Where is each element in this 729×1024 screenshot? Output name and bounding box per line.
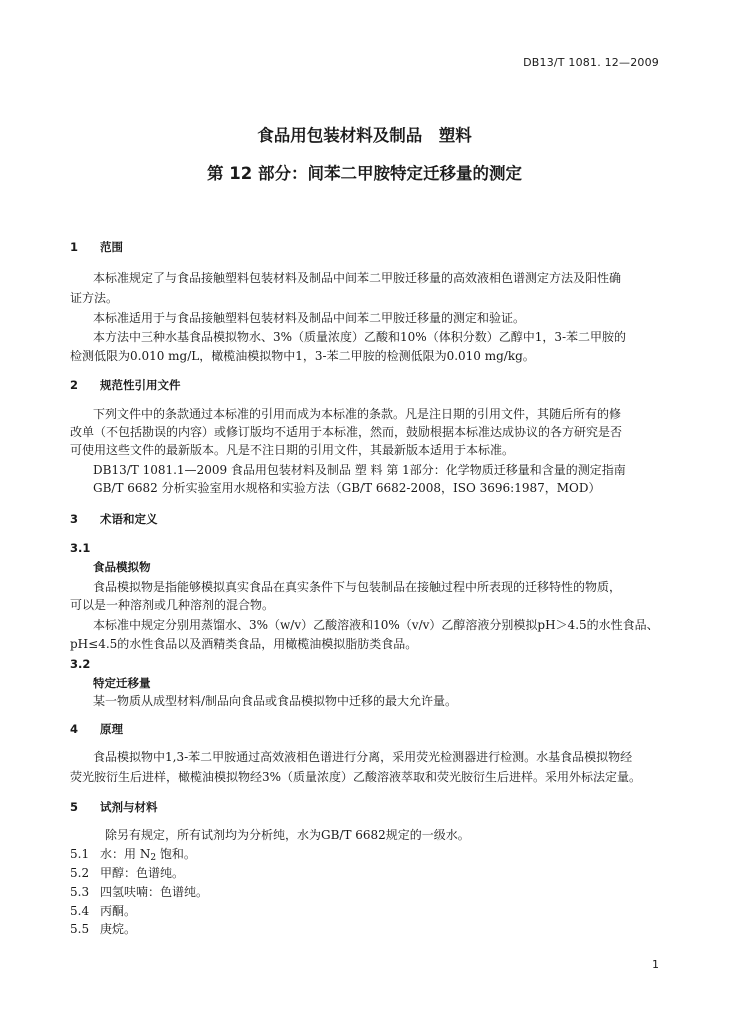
section-3-heading bbox=[70, 512, 158, 526]
section-4-heading bbox=[70, 722, 123, 736]
item-text: 丙酮。 bbox=[100, 904, 137, 918]
list-item bbox=[70, 847, 196, 865]
paragraph-line: 食品模拟物中1,3-苯二甲胺通过高效液相色谱进行分离，采用荧光检测器进行检测。水基食品模拟物经 bbox=[93, 750, 633, 764]
list-item bbox=[70, 866, 184, 880]
item-number: 5.2 bbox=[70, 866, 90, 880]
list-item bbox=[70, 922, 136, 936]
document-title-line1: 食品用包装材料及制品 塑料 bbox=[257, 126, 472, 145]
paragraph-line: 检测低限为0.010 mg/L，橄榄油模拟物中1，3-苯二甲胺的检测低限为0.010 mg/kg。 bbox=[70, 349, 535, 363]
paragraph-line: 本标准规定了与食品接触塑料包装材料及制品中间苯二甲胺迁移量的高效液相色谱测定方法及阳性确 bbox=[93, 271, 622, 285]
list-item bbox=[70, 885, 208, 899]
subscript: 2 bbox=[150, 853, 157, 863]
item-text: 水：用 N bbox=[100, 847, 151, 861]
paragraph-line: 本标准中规定分别用蒸馏水、3%（w/v）乙酸溶液和10%（v/v）乙醇溶液分别模拟pH＞4.5的水性食品、 bbox=[93, 618, 659, 632]
definition-term: 食品模拟物 bbox=[93, 560, 151, 574]
section-title: 范围 bbox=[100, 240, 123, 254]
definition-term: 特定迁移量 bbox=[93, 676, 151, 690]
item-number: 5.3 bbox=[70, 885, 90, 899]
item-number: 5.1 bbox=[70, 847, 90, 861]
standard-code: DB13/T 1081. 12—2009 bbox=[523, 56, 659, 69]
paragraph-line: 某一物质从成型材料/制品向食品或食品模拟物中迁移的最大允许量。 bbox=[93, 694, 458, 708]
page-number: 1 bbox=[652, 958, 659, 971]
item-text: 四氢呋喃：色谱纯。 bbox=[100, 885, 209, 899]
paragraph-line: pH≤4.5的水性食品以及酒精类食品，用橄榄油模拟脂肪类食品。 bbox=[70, 637, 418, 651]
section-title: 试剂与材料 bbox=[100, 800, 158, 814]
section-5-heading bbox=[70, 800, 158, 814]
paragraph-line: 除另有规定，所有试剂均为分析纯，水为GB/T 6682规定的一级水。 bbox=[105, 828, 470, 842]
section-1-heading bbox=[70, 240, 123, 254]
item-number: 5.4 bbox=[70, 904, 90, 918]
paragraph-line: 荧光胺衍生后进样，橄榄油模拟物经3%（质量浓度）乙酸溶液萃取和荧光胺衍生后进样。采用外标法定量。 bbox=[70, 770, 642, 784]
list-item bbox=[70, 904, 136, 918]
paragraph-line: 本标准适用于与食品接触塑料包装材料及制品中间苯二甲胺迁移量的测定和验证。 bbox=[93, 311, 526, 325]
item-text: 饱和。 bbox=[156, 847, 196, 861]
section-title: 规范性引用文件 bbox=[100, 378, 181, 392]
paragraph-line: 可以是一种溶剂或几种溶剂的混合物。 bbox=[70, 598, 275, 612]
paragraph-line: 证方法。 bbox=[70, 291, 119, 305]
definition-number: 3.2 bbox=[70, 657, 91, 671]
reference-entry: DB13/T 1081.1—2009 食品用包装材料及制品 塑 料 第 1部分：化学物质迁移量和含量的测定指南 bbox=[93, 463, 626, 477]
item-text: 甲醇：色谱纯。 bbox=[100, 866, 185, 880]
section-title: 术语和定义 bbox=[100, 512, 158, 526]
item-number: 5.5 bbox=[70, 922, 90, 936]
section-number: 1 bbox=[70, 240, 79, 254]
section-2-heading bbox=[70, 378, 181, 392]
paragraph-line: 食品模拟物是指能够模拟真实食品在真实条件下与包装制品在接触过程中所表现的迁移特性的物质， bbox=[93, 580, 622, 594]
paragraph-line: 改单（不包括勘误的内容）或修订版均不适用于本标准，然而，鼓励根据本标准达成协议的各方研究是否 bbox=[70, 425, 623, 439]
section-number: 2 bbox=[70, 378, 79, 392]
reference-entry: GB/T 6682 分析实验室用水规格和实验方法（GB/T 6682-2008，ISO 3696:1987，MOD） bbox=[93, 481, 601, 495]
section-number: 4 bbox=[70, 722, 79, 736]
paragraph-line: 本方法中三种水基食品模拟物水、3%（质量浓度）乙酸和10%（体积分数）乙醇中1，3-苯二甲胺的 bbox=[93, 330, 627, 344]
paragraph-line: 可使用这些文件的最新版本。凡是不注日期的引用文件，其最新版本适用于本标准。 bbox=[70, 443, 515, 457]
definition-number: 3.1 bbox=[70, 541, 91, 555]
section-number: 3 bbox=[70, 512, 79, 526]
section-title: 原理 bbox=[100, 722, 123, 736]
section-number: 5 bbox=[70, 800, 79, 814]
document-title-line2: 第 12 部分：间苯二甲胺特定迁移量的测定 bbox=[207, 164, 522, 183]
paragraph-line: 下列文件中的条款通过本标准的引用而成为本标准的条款。凡是注日期的引用文件，其随后所有的修 bbox=[93, 407, 622, 421]
item-text: 庚烷。 bbox=[100, 922, 137, 936]
